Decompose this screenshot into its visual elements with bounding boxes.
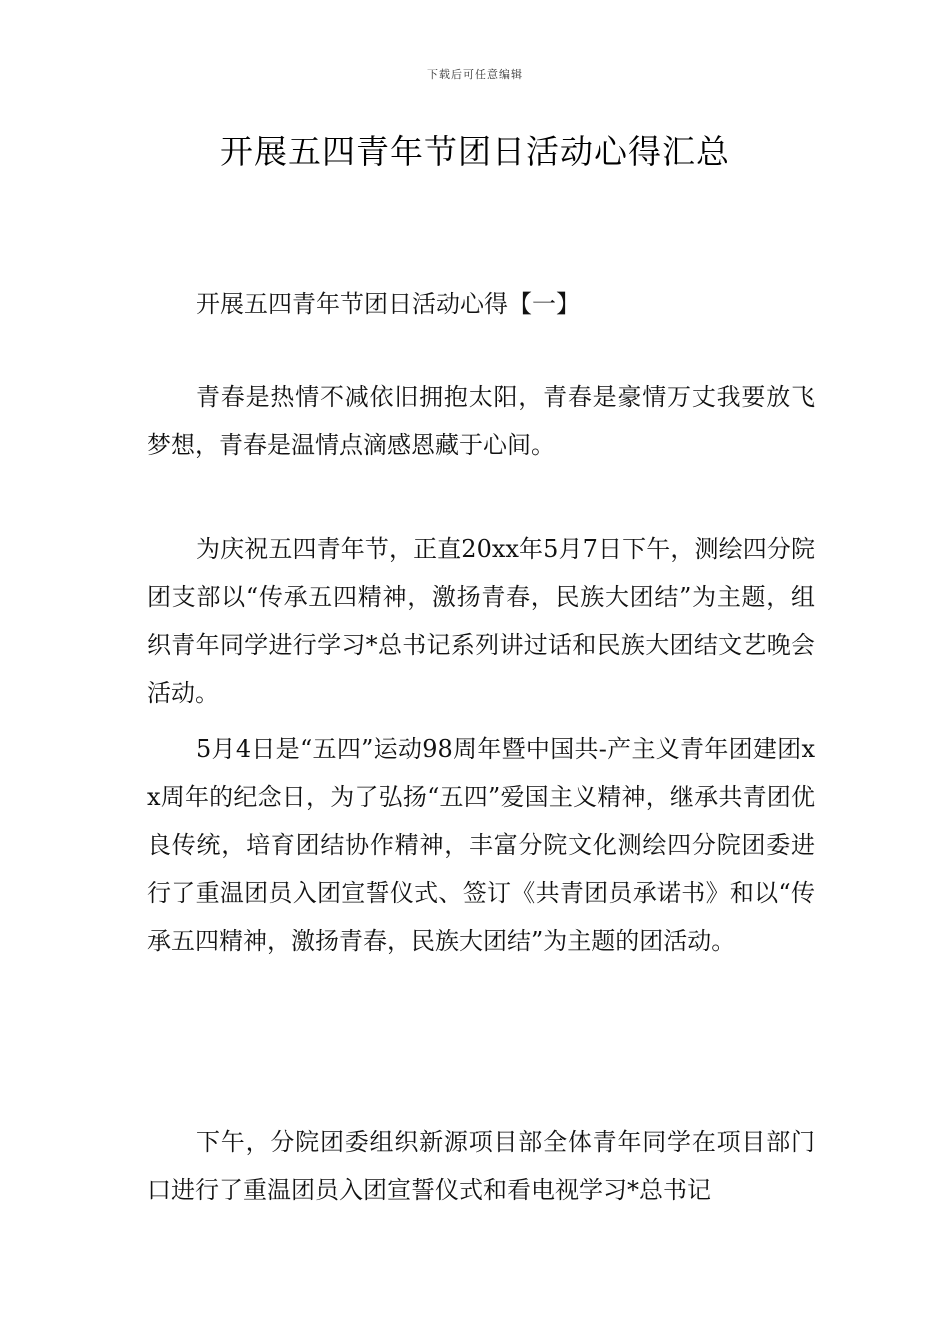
paragraph-4: 下午，分院团委组织新源项目部全体青年同学在项目部门口进行了重温团员入团宣誓仪式和看电视学习*总书记: [147, 1128, 815, 1204]
paragraph-2: 为庆祝五四青年节，正直20xx年5月7日下午，测绘四分院团支部以“传承五四精神，激扬青春，民族大团结”为主题，组织青年同学进行学习*总书记系列讲过话和民族大团结文艺晚会活动。: [147, 535, 815, 707]
paragraph-1: 青春是热情不减依旧拥抱太阳，青春是豪情万丈我要放飞梦想，青春是温情点滴感恩藏于心间。: [147, 383, 815, 459]
document-title: 开展五四青年节团日活动心得汇总: [220, 132, 730, 171]
section-heading: 开展五四青年节团日活动心得【一】: [196, 290, 580, 318]
paragraph-3: 5月4日是“五四”运动98周年暨中国共-产主义青年团建团xx周年的纪念日，为了弘扬“五四”爱国主义精神，继承共青团优良传统，培育团结协作精神，丰富分院文化测绘四分院团委进行了重温团员入团宣誓仪式、签订《共青团员承诺书》和以“传承五四精神，激扬青春，民族大团结”为主题的团活动。: [147, 735, 815, 955]
header-note: 下载后可任意编辑: [427, 68, 523, 81]
